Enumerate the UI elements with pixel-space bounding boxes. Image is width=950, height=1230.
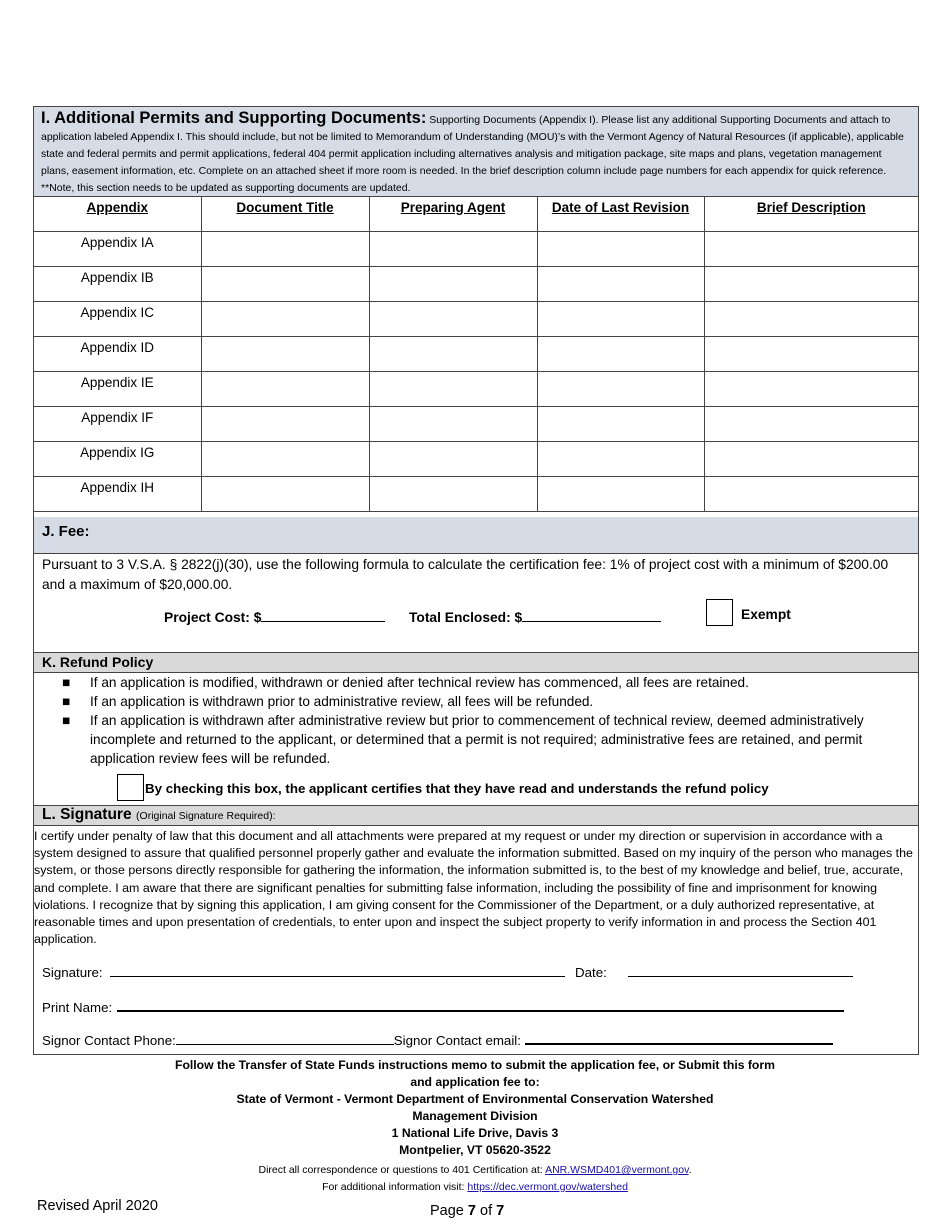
- email-label: Signor Contact email:: [393, 1033, 521, 1048]
- footer-line: Management Division: [412, 1109, 538, 1123]
- section-l-subtitle: (Original Signature Required):: [136, 810, 276, 822]
- table-row: [34, 266, 918, 301]
- appendix-table: [34, 197, 918, 512]
- column-header: Preparing Agent: [369, 197, 537, 231]
- list-item: ■ If an application is modified, withdrawn or denied after technical review has commenced, all fees are retained.: [62, 675, 749, 690]
- print-name-input[interactable]: [117, 996, 844, 1012]
- table-entry-cell[interactable]: [537, 336, 704, 371]
- section-j-header: [34, 517, 918, 554]
- appendix-label-cell: Appendix IC: [34, 301, 201, 336]
- project-cost-label: Project Cost: $: [164, 610, 262, 625]
- info-line: For additional information visit: https://dec.vermont.gov/watershed: [322, 1181, 628, 1193]
- appendix-label-cell: Appendix IE: [34, 371, 201, 406]
- section-l-title: L. Signature: [42, 806, 132, 823]
- appendix-label-cell: Appendix IH: [34, 476, 201, 511]
- exempt-checkbox[interactable]: [706, 599, 733, 626]
- refund-policy-certify-label: By checking this box, the applicant certifies that they have read and understands the refund policy: [145, 781, 769, 796]
- submission-instructions: [0, 1057, 950, 1196]
- section-k-title: K. Refund Policy: [42, 654, 154, 670]
- list-item: ■ If an application is withdrawn prior to administrative review, all fees will be refunded.: [62, 694, 594, 709]
- footer-line: State of Vermont - Vermont Department of Environmental Conservation Watershed: [236, 1092, 714, 1106]
- table-entry-cell[interactable]: [537, 476, 704, 511]
- table-row: [34, 231, 918, 266]
- table-entry-cell[interactable]: [537, 441, 704, 476]
- footer-line: and application fee to:: [410, 1075, 540, 1089]
- total-enclosed-label: Total Enclosed: $: [409, 610, 523, 625]
- fee-formula-text: Pursuant to 3 V.S.A. § 2822(j)(30), use the following formula to calculate the certification fee: 1% of project cost with a minimum of $200.00 and a maximum of $20,000.00.: [42, 557, 889, 592]
- table-entry-cell[interactable]: [537, 406, 704, 441]
- revision-date: Revised April 2020: [37, 1198, 158, 1214]
- appendix-table-header: [34, 197, 918, 231]
- section-i-description: Supporting Documents (Appendix I). Please list any additional Supporting Documents and attach to application labeled Appendix I. This should include, but not be limited to Memorandum of Understanding (MOU)’s with the Vermont Agency of Natural Resources (if applicable), applicable state and federal permits and permit applications, federal 404 permit application including alternatives analysis and mitigation package, site maps and plans, vegetation management plans, easement information, etc. Complete on an attached sheet if more room is needed. In the brief description column include page numbers for each appendix for quick reference. **Note, this section needs to be updated as supporting documents are updated.: [41, 114, 904, 194]
- table-row: [34, 336, 918, 371]
- table-entry-cell[interactable]: [537, 301, 704, 336]
- section-k-header: [34, 652, 918, 673]
- print-name-row: [42, 996, 844, 1015]
- appendix-label-cell: Appendix ID: [34, 336, 201, 371]
- square-bullet-icon: ■: [62, 694, 71, 709]
- list-item: ■ If an application is withdrawn after administrative review but prior to commencement of technical review, deemed administratively incomplete and returned to the applicant, or determined that a permit is not required; administrative fees are retained, and permit application review fees will be refunded.: [62, 713, 864, 766]
- table-entry-cell[interactable]: [704, 476, 918, 511]
- total-enclosed-input[interactable]: [522, 607, 661, 622]
- appendix-label-cell: Appendix IG: [34, 441, 201, 476]
- phone-label: Signor Contact Phone:: [42, 1033, 176, 1048]
- table-entry-cell[interactable]: [704, 231, 918, 266]
- table-row: [34, 301, 918, 336]
- table-entry-cell[interactable]: [201, 301, 369, 336]
- table-row: [34, 371, 918, 406]
- form-frame: [33, 106, 919, 1055]
- refund-policy-list: [62, 673, 902, 768]
- column-header: Document Title: [201, 197, 369, 231]
- section-l-header: [34, 805, 918, 826]
- email-input[interactable]: [525, 1029, 833, 1045]
- date-input[interactable]: [628, 962, 853, 977]
- square-bullet-icon: ■: [62, 675, 71, 690]
- table-entry-cell[interactable]: [201, 406, 369, 441]
- correspondence-line: Direct all correspondence or questions to 401 Certification at: ANR.WSMD401@vermont.gov.: [258, 1164, 692, 1176]
- project-cost-field: [164, 607, 385, 625]
- total-enclosed-field: [409, 607, 661, 625]
- signature-input[interactable]: [110, 962, 565, 977]
- print-name-label: Print Name:: [42, 1000, 113, 1015]
- page-number: Page 7 of 7: [430, 1203, 505, 1219]
- table-entry-cell[interactable]: [369, 301, 537, 336]
- email-link[interactable]: ANR.WSMD401@vermont.gov: [545, 1164, 689, 1176]
- column-header: Brief Description: [704, 197, 918, 231]
- footer-line: Follow the Transfer of State Funds instructions memo to submit the application fee, or Submit this form: [175, 1058, 775, 1072]
- table-entry-cell[interactable]: [369, 371, 537, 406]
- table-entry-cell[interactable]: [537, 266, 704, 301]
- table-entry-cell[interactable]: [201, 266, 369, 301]
- table-entry-cell[interactable]: [369, 266, 537, 301]
- column-header: Appendix: [34, 197, 201, 231]
- exempt-label: Exempt: [741, 607, 791, 622]
- table-entry-cell[interactable]: [704, 406, 918, 441]
- phone-input[interactable]: [176, 1030, 394, 1045]
- table-entry-cell[interactable]: [537, 371, 704, 406]
- appendix-label-cell: Appendix IF: [34, 406, 201, 441]
- project-cost-input[interactable]: [261, 607, 385, 622]
- table-entry-cell[interactable]: [369, 336, 537, 371]
- appendix-label-cell: Appendix IB: [34, 266, 201, 301]
- table-entry-cell[interactable]: [201, 441, 369, 476]
- table-entry-cell[interactable]: [537, 231, 704, 266]
- table-entry-cell[interactable]: [704, 266, 918, 301]
- table-entry-cell[interactable]: [201, 371, 369, 406]
- contact-row: [42, 1029, 833, 1048]
- column-header: Date of Last Revision: [537, 197, 704, 231]
- table-row: [34, 406, 918, 441]
- table-row: [34, 476, 918, 511]
- footer-line: Montpelier, VT 05620-3522: [399, 1143, 551, 1157]
- date-label: Date:: [575, 965, 607, 980]
- table-entry-cell[interactable]: [704, 441, 918, 476]
- certification-statement: I certify under penalty of law that this document and all attachments were prepared at my request or under my direction or supervision in accordance with a system designed to assure that qualified personnel properly gather and evaluate the information submitted. Based on my inquiry of the person who manages the system, or those persons directly responsible for gathering the information, the information submitted is, to the best of my knowledge and belief, true, accurate, and complete. I am aware that there are significant penalties for submitting false information, including the possibility of fine and imprisonment for knowing violations. I recognize that by signing this application, I am giving consent for the Commissioner of the Department, or a duly authorized representative, at reasonable times and upon presentation of credentials, to enter upon and inspect the subject property to verify information in and process the Section 401 application.: [34, 829, 913, 947]
- table-entry-cell[interactable]: [201, 231, 369, 266]
- refund-policy-checkbox[interactable]: [117, 774, 144, 801]
- section-j-title: J. Fee:: [42, 523, 90, 540]
- signature-row: [42, 962, 853, 980]
- table-entry-cell[interactable]: [369, 406, 537, 441]
- section-i-header: [34, 107, 918, 197]
- website-link[interactable]: https://dec.vermont.gov/watershed: [467, 1181, 628, 1193]
- table-entry-cell[interactable]: [704, 336, 918, 371]
- table-entry-cell[interactable]: [369, 231, 537, 266]
- square-bullet-icon: ■: [62, 713, 71, 728]
- table-entry-cell[interactable]: [369, 441, 537, 476]
- table-entry-cell[interactable]: [704, 371, 918, 406]
- table-entry-cell[interactable]: [704, 301, 918, 336]
- table-entry-cell[interactable]: [201, 476, 369, 511]
- table-entry-cell[interactable]: [201, 336, 369, 371]
- table-entry-cell[interactable]: [369, 476, 537, 511]
- table-row: [34, 441, 918, 476]
- appendix-label-cell: Appendix IA: [34, 231, 201, 266]
- section-i-title: I. Additional Permits and Supporting Documents:: [41, 109, 427, 127]
- footer-line: 1 National Life Drive, Davis 3: [391, 1126, 559, 1140]
- signature-label: Signature:: [42, 965, 103, 980]
